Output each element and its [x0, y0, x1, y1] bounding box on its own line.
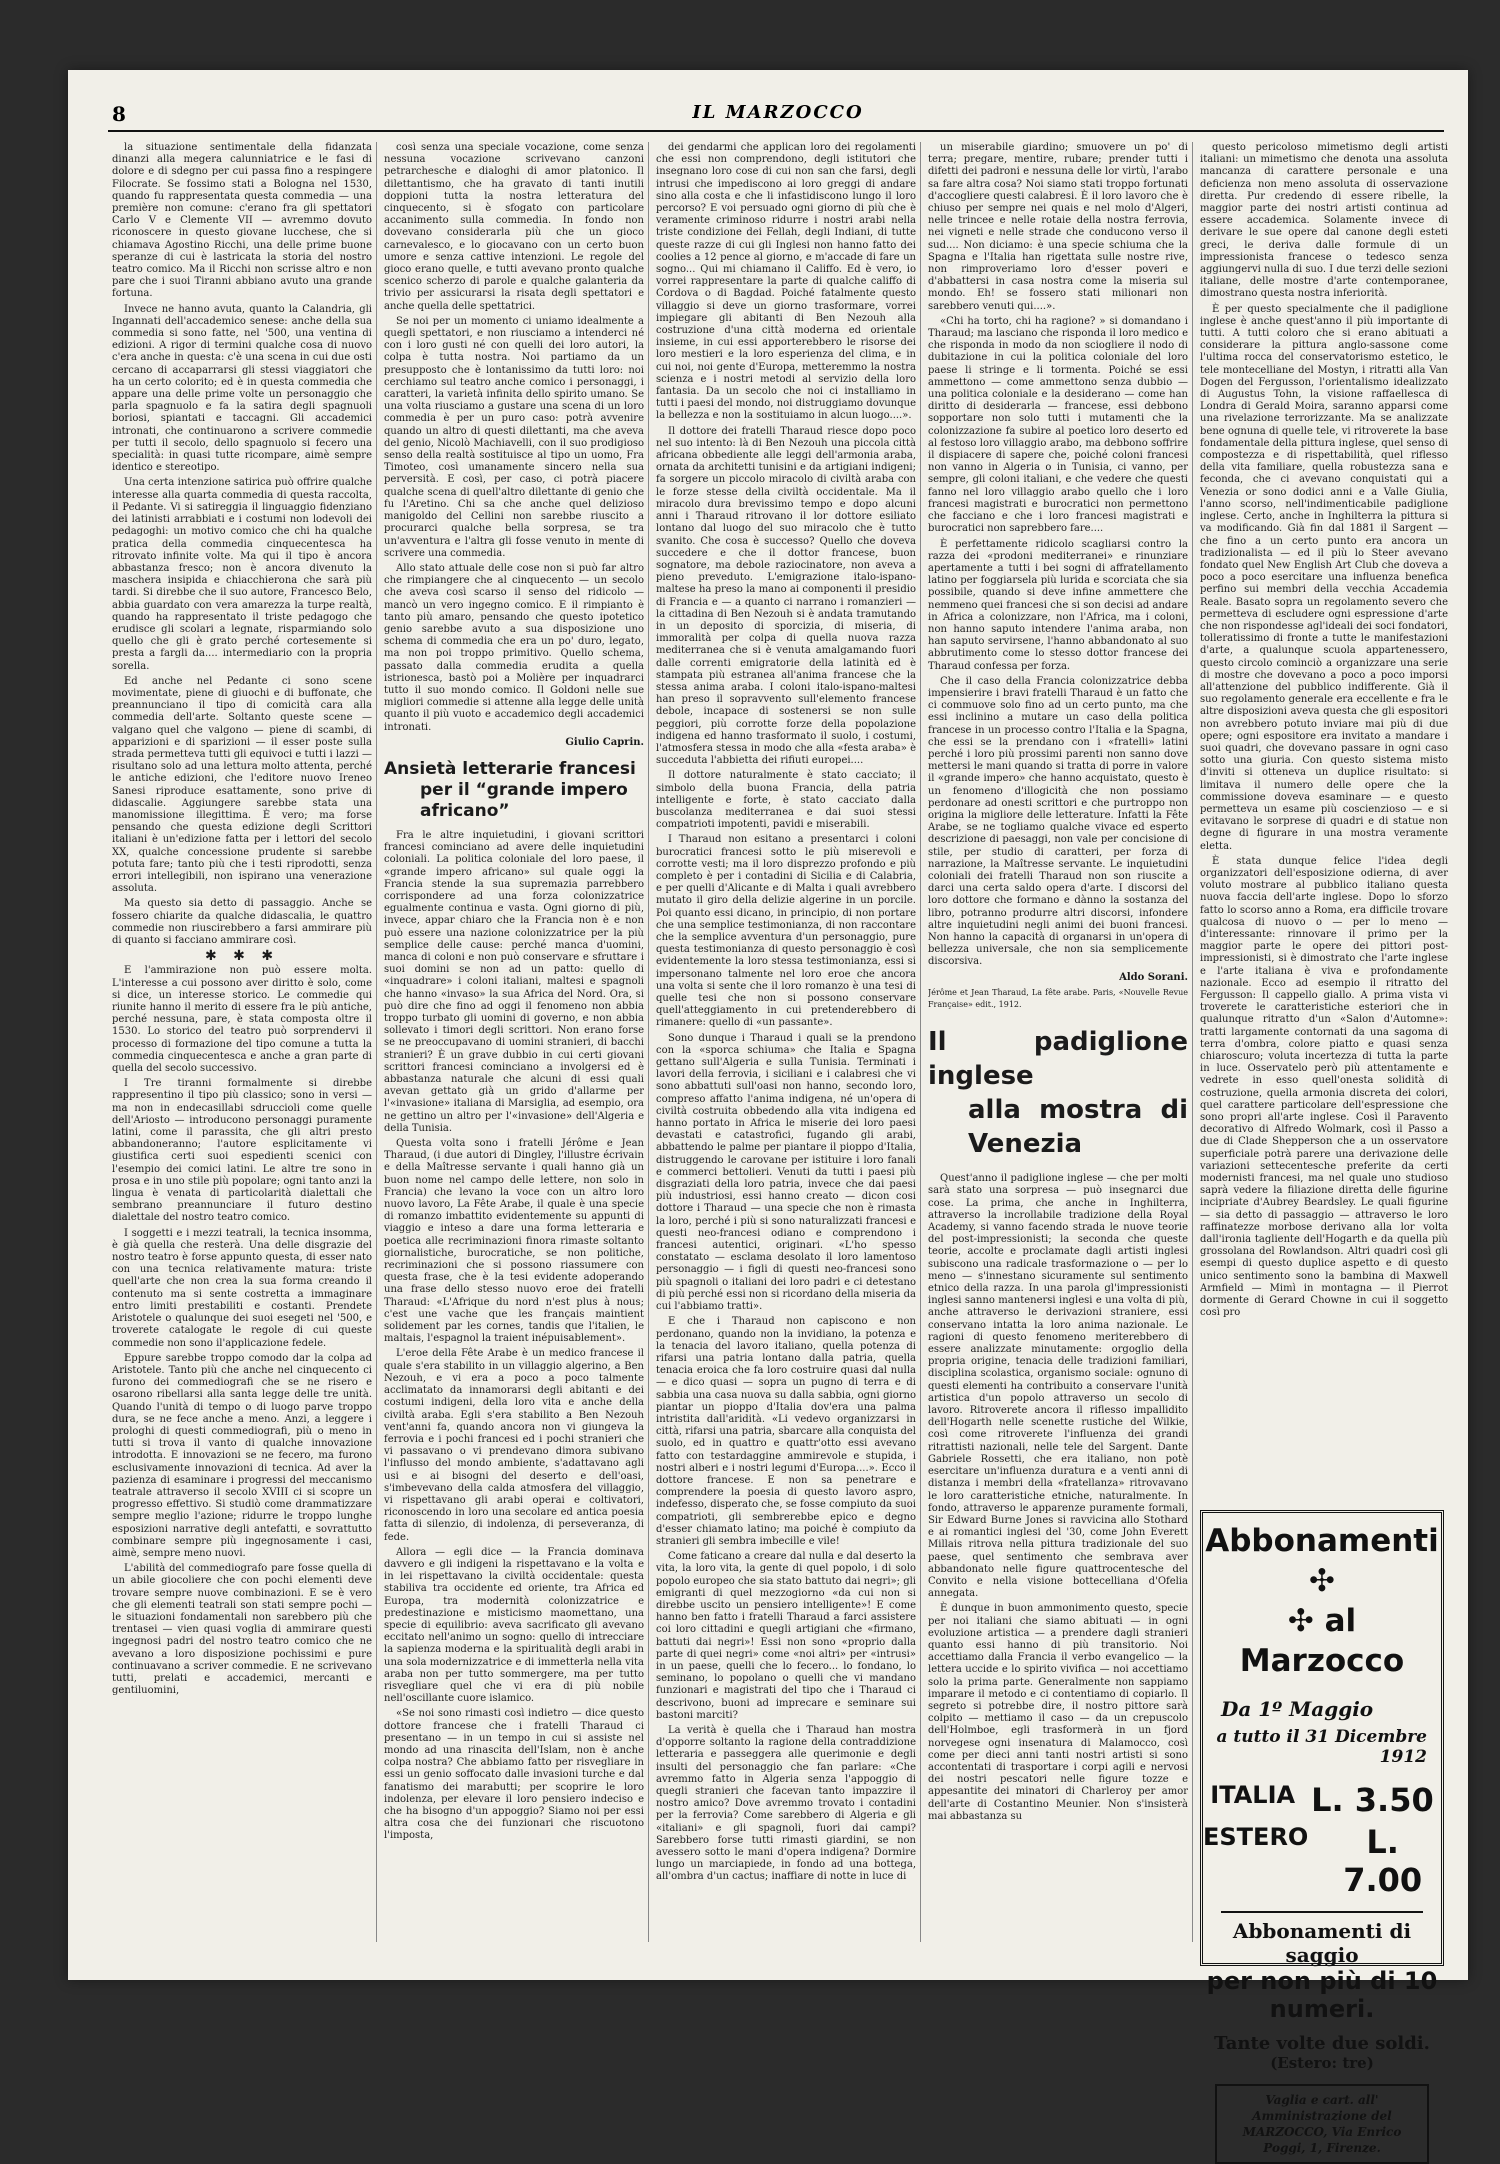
ad-end-date: a tutto il 31 Dicembre 1912 — [1216, 1727, 1427, 1767]
paragraph: Quest'anno il padiglione inglese — che per molti sarà stato una sorpresa — può insegnarci due cose. La prima, che anche in Inghilterra, attraverso la incrollabile tradizione della Royal Academy, si vanno facendo strada le nuove teorie del post-impressionisti; la seconda che queste teorie, accolte e proclamate dagli artisti inglesi subiscono una radicale trasformazione o — per lo meno — s'innestano sicuramente sul sentimento etnico della razza. In una parola gl'impressionisti inglesi sanno mantenersi inglesi e una volta di più, anche attraverso le derivazioni straniere, essi conservano intatta la loro anima nazionale. Le ragioni di questo fenomeno meriterebbero di essere analizzate minutamente: orgoglio della propria origine, tenacia delle tradizioni familiari, disciplina scolastica, organismo sociale: ognuno di questi elementi ha contribuito a conservare l'unità artistica d'un popolo attraverso un secolo di lavoro. Ritroverete ancora il riflesso impallidito dell'Hogarth nelle scenette rustiche del Wilkie, così come ritroverete l'influenza dei grandi ritrattisti nazionali, nelle tele del Sargent. Dante Gabriele Rossetti, che era italiano, non potè esercitare un'influenza duratura e a venti anni di distanza i membri della «fratellanza» ritrovavano le loro caratteristiche etniche, naturalmente. In fondo, attraverso le apparenze puramente formali, Sir Edward Burne Jones si ravvicina allo Stothard e ai romantici inglesi del '30, come John Everett Millais ritrova nella pittura tradizionale del suo paese, quel sentimento che sembrava aver abbandonato nelle figure quattrocentesche del Convito e nella visione bottecelliana d'Ofelia annegata. — [928, 1173, 1188, 1600]
header-rule — [108, 130, 1444, 132]
price-amount: L. 3.50 — [1311, 1781, 1434, 1819]
paragraph: così senza una speciale vocazione, come senza nessuna vocazione scrivevano canzoni petrarchesche e dialoghi di amor platonico. Il dilettantismo, che ha gravato di tanti inutili doppioni tutta la nostra letteratura del cinquecento, si è sfogato con particolare accanimento sulla commedia. In fondo non dovevano considerarla più che un gioco carnevalesco, e lo giocavano con un certo buon umore e senza cattive intenzioni. Le regole del gioco erano quelle, e tutti avevano pronto qualche scenico scherzo di parole e qualche galanteria da trivio per assicurarsi la risata degli spettatori e anche quella delle spettatrici. — [384, 142, 644, 312]
page-number: 8 — [112, 102, 126, 126]
price-amount: L. 7.00 — [1343, 1823, 1423, 1899]
paragraph: Che il caso della Francia colonizzatrice debba impensierire i bravi fratelli Tharaud è un fatto che ci commuove solo fino ad un certo punto, ma che essi inclinino a mutare un caso della politica francese in un processo contro l'Italia e la Spagna, che essi se la prendano con i «fratelli» latini perché i loro più prossimi parenti non sanno dove mettersi le mani quando si tratta di porre in valore il «grande impero» che hanno acquistato, questo è un fenomeno d'illogicità che non possiamo perdonare ad onesti scrittori e che purtroppo non origina la migliore delle letterature. Infatti la Fête Arabe, se ne togliamo qualche vivace ed esperto descrizione di paesaggi, non vale per concisione di stile, per studio di caratteri, per forza di narrazione, la Maîtresse servante. Le inquietudini coloniali dei fratelli Tharaud non son riuscite a darci una certa saldo opera d'arte. I discorsi del loro dottore che formano e dànno la sostanza del libro, potranno produrre altri discorsi, infondere altre inquietudini negli animi dei buoni francesi. Non hanno la capacità di organarsi in un'opera di bellezza universale, che non sia semplicemente discorsiva. — [928, 675, 1188, 968]
paragraph: Fra le altre inquietudini, i giovani scrittori francesi cominciano ad avere delle inquietudini coloniali. La politica coloniale del loro paese, il «grande impero africano» sul quale oggi la Francia stende la sua supremazia parrebbero corrispondere ad una forza colonizzatrice egualmente continua e vasta. Ogni giorno di più, invece, appar chiaro che la Francia non è e non può essere una nazione colonizzatrice per la più semplice delle cause: perché manca d'uomini, manca di coloni e non può conservare e sfruttare i suoi domini se non ad un patto: quello di «inquadrare» i coloni italiani, maltesi e spagnoli che hanno «invaso» la sua Africa del Nord. Ora, si può dire che fino ad oggi il fenomeno non abbia troppo turbato gli uomini di governo, e non abbia sollevato i timori degli scrittori. Non erano forse se ne preoccupavano di uomini stranieri, di bacchi stranieri? È un grave dubbio in cui certi giovani scrittori francesi cominciano a involgersi ed è abbastanza naturale che alcuni di essi quali avevan gettato già un grido d'allarme per l'«invasione» italiana di Marsiglia, ad esempio, ora ne gettino un altro per l'«invasione» dell'Algeria e della Tunisia. — [384, 829, 644, 1134]
paragraph: I Tharaud non esitano a presentarci i coloni burocratici francesi sotto le più miserevoli e corrotte vesti; ma il loro disprezzo profondo e più completo è per i contadini di Sicilia e di Calabria, e per quelli d'Alicante e di Malta i quali avrebbero mutato il giro della delizie algerine in un porcile. Poi quanto essi dicano, in principio, di non portare che una semplice testimonianza, di non raccontare che la semplice avventura d'un personaggio, pure questa testimonianza di questo personaggio è così evidentemente la loro stessa testimonianza, essi si impersonano talmente nel loro eroe che ancora una volta si sente che il loro romanzo è una tesi di quelle tesi che non si possono conservare quell'atteggiamento in cui pretenderebbero di rimanere: quello di «un passante». — [656, 834, 916, 1029]
paragraph: Il dottore dei fratelli Tharaud riesce dopo poco nel suo intento: là di Ben Nezouh una piccola città africana obbediente alle leggi dell'armonia araba, ornata da architetti tunisini e da artigiani indigeni; fa sorgere un piccolo miracolo di civiltà araba con le forze stesse della civiltà occidentale. Ma il miracolo dura brevissimo tempo e dopo alcuni anni i Tharaud ritrovano il lor dottore esiliato lontano dal luogo del suo miracolo che è tutto svanito. Che cosa è successo? Quello che doveva succedere e che il dottor francese, buon sognatore, ma debole raziocinatore, non aveva a pieno preveduto. L'emigrazione italo-ispano-maltese ha preso la mano ai componenti il presidio di Francia e — a quanto ci narrano i romanzieri — la cittadina di Ben Nezouh si è andata tramutando in un deposito di sporcizia, di miseria, di immoralità per colpa di quella nuova razza mediterranea che si è venuta amalgamando fuori dalle correnti emigratorie della latinità ed è stampata più estranea all'anima francese che la stessa anima araba. I coloni italo-ispano-maltesi han preso il sopravvento sull'elemento francese debole, incapace di sostenersi se non sulle peggiori, più corrotte forze della popolazione indigena ed hanno trasformato il suolo, i costumi, l'atmosfera stessa in modo che alla «festa araba» è succeduta l'abbietta dei rifiuti europei.... — [656, 425, 916, 767]
paragraph: Allo stato attuale delle cose non si può far altro che rimpiangere che al cinquecento — un secolo che aveva così scarso il senso del ridicolo — mancò un vero ingegno comico. E il rimpianto è tanto più amaro, pensando che questo ipotetico genio sarebbe avuto a sua disposizione uno schema di commedia che era un po' duro, legato, ma non poi troppo primitivo. Quello schema, passato dalla commedia erudita a quella istrionesca, bastò poi a Molière per inquadrarci tutto il suo mondo comico. Il Goldoni nelle sue migliori commedie si attenne alla legge delle unità quanto il più vuoto e accademico degli accademici intronati. — [384, 562, 644, 733]
price-label: ITALIA — [1210, 1781, 1296, 1809]
ad-title: Abbonamenti ✣ — [1205, 1523, 1439, 1599]
paragraph: È perfettamente ridicolo scagliarsi contro la razza dei «prodoni mediterranei» e rinunziare apertamente a tutti i bei sogni di affratellamento latino per foggiarsela più lurida e scorciata che sia possibile, quando si deve infine ammettere che nemmeno quei francesi che si son decisi ad andare in Africa a colonizzare, non l'Africa, ma i coloni, non hanno saputo intendere l'anima araba, non han saputo servirsene, l'hanno abbandonato al suo abbrutimento come lo stesso dottor francese dei Tharaud confessa per forza. — [928, 538, 1188, 672]
sample-offer: numeri. — [1269, 1995, 1375, 2023]
payment-instructions: Vaglia e cart. all' Amministrazione del MARZOCCO, Via Enrico Poggi, 1, Firenze. — [1215, 2084, 1429, 2164]
section-separator: ✱ ✱ ✱ — [204, 948, 280, 965]
sample-offer: Abbonamenti di saggio — [1232, 1919, 1412, 1967]
subscription-advertisement — [1200, 1510, 1444, 2155]
ad-divider — [1221, 1911, 1423, 1913]
article-body — [1200, 142, 1448, 1320]
paragraph: «Se noi sono rimasti così indietro — dice questo dottore francese che i fratelli Tharaud ci presentano — in un tempo in cui si assiste nel mondo ad una rinascita dell'Islam, non è anche colpa nostra? Che abbiamo fatto per risvegliare in essi un genio soffocato dalle invasioni turche e dal fanatismo dei marabutti; per scoprire le loro indolenza, per elevare il loro pensiero indeciso e che ha bisogno d'un appoggio? Siamo noi per essi altra cosa che dei funzionari che riscuotono l'imposta, — [384, 1708, 644, 1842]
paragraph: questo pericoloso mimetismo degli artisti italiani: un mimetismo che denota una assoluta mancanza di carattere personale e una deficienza non meno assoluta di osservazione diretta. Pur credendo di essere ribelle, la maggior parte dei nostri artisti continua ad essere accademica. Solamente invece di derivare le sue opere dal canone degli esteti greci, le deriva dalle formule di un impressionista francese o tedesco senza aggiungervi nulla di suo. I due terzi delle sezioni italiane, delle mostre d'arte contemporanee, dimostrano questa nostra inferiorità. — [1200, 142, 1448, 300]
paragraph: Ma questo sia detto di passaggio. Anche se fossero chiarite da qualche didascalia, le quattro commedie non riuscirebbero a farsi ammirare più di quanto si facciano ammirare così. — [112, 898, 372, 946]
paragraph: È per questo specialmente che il padiglione inglese è anche quest'anno il più importante di tutti. A tutti coloro che si erano abituati a considerare la pittura anglo-sassone come l'ultima rocca del conservatorismo estetico, le tele montecelliane del Mostyn, i ritratti alla Van Dogen del Fergusson, l'orientalismo idealizzato di Augustus Tohn, la visione raffaellesca di Londra di Gerald Moira, saranno apparsi come una rivelazione terrorizzante. Ma se analizzate bene ognuna di quelle tele, vi ritroverete la base fondamentale della pittura inglese, quel senso di compostezza e di rispettabilità, quel riflesso della vita familiare, quella robustezza sana e feconda, che ci avevano conquistati qui a Venezia or sono dodici anni e a Valle Giulia, l'anno scorso, nell'indimenticabile padiglione inglese. Certo, anche in Inghilterra la pittura si va modificando. Già fin dal 1881 il Sargent — che fino a un certo punto era ancora un tradizionalista — ed il più lo Steer avevano fondato quel New English Art Club che doveva a poco a poco esercitare una influenza benefica perfino sui membri della vecchia Accademia Reale. Basato sopra un regolamento severo che permetteva di escludere ogni espressione d'arte che non rispondesse agl'ideali dei soci fondatori, tolleratissimo di fronte a tutte le manifestazioni d'arte, a qualunque scuola appartenessero, questo circolo cominciò a organizzare una serie di mostre che dovevano a poco a poco imporsi all'attenzione del pubblico indifferente. Già il suo regolamento generale era eccellente e fra le altre disposizioni aveva questa che gli espositori non avrebbero potuto inviare mai più di due opere; ogni espositore era invitato a mandare i suoi quadri, che dovevano passare in ogni caso sotto una giuria. Con questo sistema misto d'inviti si otteneva un duplice risultato: si limitava il numero delle opere che la commissione doveva esaminare — e questo permetteva un esame più coscienzioso — e si evitavano le sorprese di quadri e di statue non degne di figurare in una mostra veramente eletta. — [1200, 303, 1448, 852]
column-divider — [376, 142, 377, 1942]
page-header — [112, 102, 1444, 126]
headline-line: per il “grande impero africano” — [420, 779, 628, 821]
column-divider — [648, 142, 649, 1942]
masthead: IL MARZOCCO — [692, 102, 864, 123]
author-signature: Giulio Caprin. — [565, 736, 644, 748]
column-4 — [928, 142, 1188, 1942]
column-3 — [656, 142, 916, 1942]
paragraph: Una certa intenzione satirica può offrire qualche interesse alla quarta commedia di questa raccolta, il Pedante. Vi si satireggia il linguaggio fidenziano dei latinisti arrabbiati e i costumi non lodevoli dei pedagoghi: un motivo comico che chi ha qualche pratica della commedia cinquecentesca ha ritrovato infinite volte. Ma qui il tipo è ancora abbastanza fresco; non è ancora divenuto la maschera insipida e chiacchierona che sarà più tardi. Si direbbe che il suo autore, Francesco Belo, abbia guardato con vera amarezza la turpe realtà, quando ha rappresentato il triste pedagogo che erudisce gli scolari a legnate, risparmiando solo quello che gli è grato perché cortesemente si presta a fargli da.... intermediario con la propria sorella. — [112, 477, 372, 672]
price-note: (Estero: tre) — [1270, 2054, 1374, 2072]
author-signature: Aldo Sorani. — [1119, 971, 1188, 983]
price-label: ESTERO — [1203, 1823, 1309, 1851]
paragraph: È stata dunque felice l'idea degli organizzatori dell'esposizione odierna, di aver voluto mostrare al pubblico italiano questa nuova faccia dell'arte inglese. Dopo lo sforzo fatto lo scorso anno a Roma, era difficile trovare qualcosa di nuovo o — per lo meno — d'interessante: rinnovare il primo per la maggior parte le opere dei pittori post-impressionisti, si è dimostrato che l'arte inglese e l'arte italiana è viva e profondamente nazionale. Ecco ad esempio il ritratto del Fergusson: Il cappello giallo. A prima vista vi troverete le caratteristiche esteriori che in qualunque ritratto d'un «Salon d'Automne»: tratti largamente contornati da una sagoma di terra d'ombra, colore piatto e quasi senza chiaroscuro; voluta incertezza di tutta la parte in luce. Osservatelo però più attentamente e vedrete in esso quell'onesta solidità di costruzione, quella armonia discreta dei colori, quel carattere particolare dell'espressione che sono propri all'arte inglese. Così il Paravento decorativo di Alfredo Wolmark, così il Passo a due di Clade Shepperson che a un osservatore superficiale potrà parere una derivazione delle variazioni settecentesche preferite da certi modernisti francesi, ma nel quale uno studioso saprà vedere la filiazione diretta delle figurine incipriate d'Aubrey Beardsley. Le quali figurine — sia detto di passaggio — attraverso le loro raffinatezze morbose derivano alla lor volta dall'ironia tagliente dell'Hogarth e da quella più grossolana del Rowlandson. Altri quadri così gli esempi di questo duplice aspetto e di questo unico sentimento sono la bambina di Maxwell Armfield — Mimì in montagna — il Pierrot dormente di Gerard Chowne in cui il soggetto così pro — [1200, 855, 1448, 1319]
paragraph: L'eroe della Fête Arabe è un medico francese il quale s'era stabilito in un villaggio algerino, a Ben Nezouh, e vi era a poco a poco talmente acclimatato da innamorarsi degli abitanti e dei costumi indigeni, della loro vita e anche della civiltà araba. Egli s'era stabilito a Ben Nezouh vent'anni fa, quando ancora non vi giungeva la ferrovia e i pochi francesi ed i pochi stranieri che vi passavano o vi prendevano dimora subivano l'influsso del mondo ambiente, s'adattavano agli usi e ai bisogni del deserto e dell'oasi, s'imbevevano della calda atmosfera del villaggio, vi rispettavano gli arabi operai e coltivatori, riconoscendo in loro una secolare ed antica poesia fatta di silenzio, di indolenza, di perseveranza, di fede. — [384, 1348, 644, 1543]
paragraph: Se noi per un momento ci uniamo idealmente a quegli spettatori, e non riusciamo a intenderci né con i loro gusti né con quelli dei loro autori, la colpa è tutta nostra. Noi partiamo da un presupposto che è lontanissimo da tutti loro: noi cerchiamo sul teatro anche comico i personaggi, i caratteri, la varietà infinita dello spirito umano. Se una volta riusciamo a gustare una scena di un loro commedia è per un puro caso: potrà avvenire quando un altro di questi dilettanti, ma che aveva del genio, Nicolò Machiavelli, con il suo prodigioso senso della realtà sostituisce al tipo un uomo, Fra Timoteo, così umanamente sincero nella sua perversità. E così, per caso, ci potrà piacere qualche scena di quell'altro dilettante di genio che fu l'Aretino. Chi sa che anche quel delizioso manigoldo del Cellini non sarebbe riuscito a procurarci qualche bella sorpresa, se tra un'avventura e l'altra gli fosse venuto in mente di scrivere una commedia. — [384, 315, 644, 559]
paragraph: La verità è quella che i Tharaud han mostra d'opporre soltanto la ragione della contraddizione letteraria e passeggera alle querimonie e degli insulti del personaggio che fan parlare: «Che avremmo fatto in Algeria senza l'appoggio di quegli stranieri che facevan tanto impazzire il nostro amico? Dove avremmo trovato i contadini per la ferrovia? Come sarebbero di Algeria e gli «italiani» e gli spagnoli, fuori dai campi? Sarebbero forse tutti rimasti giardini, se non avessero sotto le mani d'opera indigena? Dormire lungo un marciapiede, in fondo ad una bottega, all'ombra d'un cactus; inaffiare di notte in luce di — [656, 1725, 916, 1883]
paragraph: Eppure sarebbe troppo comodo dar la colpa ad Aristotele. Tanto più che anche nel cinquecento ci furono dei commediografi che se ne risero e osarono ribellarsi alla santa legge delle tre unità. Quando l'unità di tempo o di luogo parve troppo dura, se ne fece anche a meno. Anzi, a leggere i prologhi di questi commediografi, più o meno in tutti si trova il vanto di qualche innovazione introdotta. E innovazioni se ne fecero, ma furono esclusivamente innovazioni di tecnica. Ad aver la pazienza di esaminare i progressi del meccanismo teatrale attraverso il secolo XVIII ci si scopre un progresso effettivo. Si studiò come drammatizzare sempre meglio l'azione; ridurre le troppo lunghe esposizioni narrative degli antefatti, e sovrattutto combinare sempre più ingegnosamente i casi, aimè, sempre meno nuovi. — [112, 1352, 372, 1559]
headline-line: Ansietà letterarie francesi — [384, 758, 636, 779]
column-2 — [384, 142, 644, 1942]
article-headline — [384, 759, 644, 822]
paragraph: E che i Tharaud non capiscono e non perdonano, quando non la invidiano, la potenza e la tenacia del lavoro italiano, quella potenza di rifarsi una patria lontano dalla patria, quella tenacia eroica che fa loro costruire quasi dal nulla — e dico quasi — sopra un pugno di terra e di sabbia una casa nuova su dalla sabbia, ogni giorno piantar un pioppo d'Italia dov'era una palma intristita dall'aridità. «Li vedevo organizzarsi in città, rifarsi una patria, sbarcare alla conquista del suolo, ed in quattro e quattr'otto essi avevano fatto con testardaggine ammirevole e stupida, i nostri alberi e i nostri legumi d'Europa....». Ecco il dottore francese. E non sa penetrare e comprendere la poesia di questo lavoro aspro, indefesso, disperato che, se fosse compiuto da suoi compatrioti, gli sembrerebbe epico e degno d'esser chiamato latino; ma poiché è compiuto da stranieri gli sembra imbecille e vile! — [656, 1316, 916, 1547]
article-body — [112, 142, 372, 947]
paragraph: I Tre tiranni formalmente si direbbe rappresentino il tipo più classico; sono in versi — ma non in endecasillabi sdruccioli come quelle dell'Ariosto — introducono personaggi puramente latini, come il parassita, che gli altri presto abbandoneranno; l'autore esplicitamente vi giustifica certi suoi espedienti scenici con l'esempio dei comici latini. Le altre tre sono in prosa e in uno stile più popolare; ogni tanto anzi la lingua è venata di particolarità dialettali che sembrano preannunciare il futuro destino dialettale del nostro teatro comico. — [112, 1078, 372, 1224]
paragraph: un miserabile giardino; smuovere un po' di terra; pregare, mentire, rubare; prender tutti i difetti dei padroni e nessuna delle lor virtù, l'arabo sa fare altra cosa? Noi siamo stati troppo fortunati d'accogliere questi calabresi. È il loro lavoro che è chiuso per sempre nei quais e nel molo d'Algeri, nelle trincee e nelle rotaie della nostra ferrovia, nei vigneti e nelle strade che conducono verso il sud.... Non diciamo: è una specie schiuma che la Spagna e l'Italia han rigettata sulle nostre rive, non rimproveriamo loro d'esser poveri e d'abbattersi in casa nostra come la miseria sul mondo. Eh! se fossero stati milionari non sarebbero venuti qui....». — [928, 142, 1188, 312]
ad-title: ✣ al Marzocco — [1239, 1603, 1405, 1679]
article-headline — [928, 1025, 1188, 1161]
paragraph: Come faticano a creare dal nulla e dal deserto la vita, la loro vita, la gente di quel popolo, i di solo popolo europeo che sia stato battuto dai negri»; gli emigranti di quel mezzogiorno «da cui non si direbbe uscito un pensiero intelligente»! E come hanno ben fatto i fratelli Tharaud a farci assistere coi loro cittadini e quegli artigiani che «firmano, battuti dai negri»! Essi non sono «proprio dalla parte di quei negri» come «noi altri» per «intrusi» in un paese, quelli che lo fecero... lo fondano, lo seminano, lo popolano o quelli che vi mandano funzionari e magistrati del tipo che i Tharaud ci descrivono, buoni ad imprecare e seminare sui bastoni marciti? — [656, 1551, 916, 1721]
column-divider — [1192, 142, 1193, 1942]
paragraph: L'abilità del commediografo pare fosse quella di un abile giocoliere che con pochi elementi deve trovare sempre nuove combinazioni. E se è vero che gli elementi teatrali son stati sempre pochi — le situazioni fondamentali non sarebbero più che trentasei — vien quasi voglia di ammirare questi ingegnosi padri del nostro teatro comico che ne avevano a loro disposizione pochissimi e pure continuavano a scriver commedie. E ne scrivevano tutti, prelati e accademici, mercanti e gentiluomini, — [112, 1563, 372, 1697]
headline-line: alla mostra di Venezia — [968, 1095, 1188, 1160]
paragraph: Invece ne hanno avuta, quanto la Calandria, gli Ingannati dell'accademico senese: anche della sua commedia si sono fatte, nel '500, una ventina di edizioni. A rigor di termini qualche cosa di nuovo c'era anche in questa: c'è una scena in cui due osti cercano di accaparrarsi gli stessi viaggiatori che ha un certo colorito; ed è in questa commedia che appare una delle prime volte un personaggio che parla spagnuolo e fa la satira degli spagnuoli boriosi, spiantati e taccagni. Gli accademici intronati, che continuarono a scrivere commedie per tutti il secolo, dello spagnuolo si fecero una specialità: in quasi tutte ricompare, aimè sempre identico e stereotipo. — [112, 303, 372, 474]
paragraph: la situazione sentimentale della fidanzata dinanzi alla megera calunniatrice e le fasi di dolore e di sdegno per cui passa fino a respingere Filocrate. Se fossimo stati a Bologna nel 1530, quando fu rappresentata questa commedia — una première non comune: c'erano fra gli spettatori Carlo V e Clemente VII — avremmo dovuto riconoscere in questo giovane lucchese, che si chiamava Agostino Ricchi, una delle prime buone speranze di cui è lastricata la storia del nostro teatro comico. Ma il Ricchi non scrisse altro e non pare che i suoi Tiranni abbiano avuto una grande fortuna. — [112, 142, 372, 300]
paragraph: Allora — egli dice — la Francia dominava davvero e gli indigeni la rispettavano e la volta e in lei rispettavano la civiltà occidentale: questa stabiliva tra occidente ed oriente, tra Africa ed Europa, tra modernità colonizzatrice e predestinazione e misticismo maomettano, una specie di equilibrio: aveva sacrificato gli avevano eccitato nell'animo un sogno: quello di intrecciare la sapienza moderna e la spiritualità degli arabi in una sola modernizzatrice e di immetterla nella vita araba non per tutto sommergere, ma per tutto risvegliare quel che vi era di più nobile nell'oscillante cuore islamico. — [384, 1546, 644, 1705]
ad-start-date: Da 1º Maggio — [1221, 1697, 1374, 1721]
paragraph: I soggetti e i mezzi teatrali, la tecnica insomma, è già quella che resterà. Una delle disgrazie del nostro teatro è forse appunto questa, di esser nato con una tecnica relativamente matura: triste quell'arte che non crea la sua forma creando il contenuto ma si sente costretta a immaginare entro limiti prestabiliti e costanti. Prendete Aristotele o qualunque dei suoi esegeti nel '500, e troverete catalogate le regole di cui queste commedie non sono il'applicazione fedele. — [112, 1227, 372, 1349]
column-5 — [1200, 142, 1448, 1502]
sample-offer: per non più di 10 — [1206, 1967, 1438, 1995]
paragraph: Il dottore naturalmente è stato cacciato; il simbolo della buona Francia, della patria intelligente e forte, è stato cacciato dalla buscolanza mediterranea e dai suoi stessi compatrioti impotenti, pavidi e miserabili. — [656, 770, 916, 831]
article-body — [112, 965, 372, 1697]
price-italia — [1203, 1781, 1441, 1819]
article-body — [928, 1173, 1188, 1823]
bibliographic-footnote: Jérôme et Jean Tharaud, La fête arabe. Paris, «Nouvelle Revue Française» edit., 1912. — [928, 987, 1188, 1010]
paragraph: Questa volta sono i fratelli Jérôme e Jean Tharaud, (i due autori di Dingley, l'illustre écrivain e della Maîtresse servante i quali hanno già un buon nome nel campo delle lettere, non solo in Francia) che levano la voce con un altro loro nuovo lavoro, La Fête Arabe, il quale è una specie di romanzo imbattito evidentemente su appunti di viaggio e inteso a dare una forma letteraria e poetica alle recriminazioni finora rimaste soltanto giornalistiche, burocratiche, se non politiche, recriminazioni che si possono riassumere con questa frase, che è la tesi evidente adoperando una frase dello stesso nuovo eroe dei fratelli Tharaud: «L'Afrique du nord n'est plus à nous; c'est une vache que les français maintient solidement par les cornes, tandis que l'italien, le maltais, l'espagnol la traient inépuisablement». — [384, 1138, 644, 1345]
headline-line: Il padiglione inglese — [928, 1027, 1188, 1092]
article-body — [384, 142, 644, 734]
article-body — [656, 142, 916, 1884]
paragraph: Ed anche nel Pedante ci sono scene movimentate, piene di giuochi e di buffonate, che preannunciano il tipo di comicità cara alla commedia dell'arte. Soltanto queste scene — valgano quel che valgono — piene di scambi, di apparizioni e di sparizioni — il esser poste sulla strada permetteva tutti gli equivoci e tutti i lazzi — risultano solo ad una lettura molto attenta, perché le antiche edizioni, che l'editore nuovo Ireneo Sanesi riproduce esattamente, sono prive di didascalie. Aggiungere sarebbe stata una manomissione illegittima. È vero; ma forse pensando che questa edizione degli Scrittori italiani è un'edizione fatta per i lettori del secolo XX, qualche concessione prudente si sarebbe potuta fare; tanto più che i testi riprodotti, senza errori intellegibili, non ispirano una venerazione assoluta. — [112, 675, 372, 895]
paragraph: È dunque in buon ammonimento questo, specie per noi italiani che siamo abituati — in ogni evoluzione artistica — a prendere dagli stranieri quanto essi hanno di più transitorio. Noi accettiamo dalla Francia il verbo evangelico — la lettera uccide e lo spirito vivifica — noi accettiamo solo la prima parte. Generalmente non sappiamo imparare il metodo e ci contentiamo di copiarlo. Il segreto si potrebbe dire, il nostro pittore sarà colpito — mettiamo il caso — da un crepuscolo dell'Holmboe, egli trasformerà in un fjord norvegese ogni insenatura di Malamocco, così come per dieci anni tanti nostri artisti si sono accontentati di trasportare i corpi agili e nervosi dei nostri pescatori nelle figure tozze e appesantite dei minatori di Charleroy per amor dell'arte di Costantino Meunier. Non s'insisterà mai abbastanza su — [928, 1603, 1188, 1822]
paragraph: E l'ammirazione non può essere molta. L'interesse a cui possono aver diritto è solo, come si dice, un interesse storico. Le commedie qui riunite hanno il merito di essere fra le più antiche, perché nessuna, pare, è stata composta oltre il 1530. Lo storico del teatro può sorprendervi il processo di formazione del tipo comune a tutta la commedia cinquecentesca e anche a gran parte di quella del secolo successivo. — [112, 965, 372, 1075]
newspaper-page — [68, 70, 1468, 2155]
column-1 — [112, 142, 372, 1942]
article-body — [384, 830, 644, 1843]
price-note: Tante volte due soldi. — [1214, 2033, 1430, 2054]
paragraph: Sono dunque i Tharaud i quali se la prendono con la «sporca schiuma» che Italia e Spagna gettano sull'Algeria e sulla Tunisia. Terminati i lavori della ferrovia, i siciliani e i calabresi che vi sono abbattuti sull'oasi non hanno, secondo loro, compreso affatto l'anima indigena, né un'opera di civiltà costruita obbedendo alla vita indigena ed hanno portato in Africa le miserie dei loro paesi devastati e catastrofici, fugando gli arabi, abbattendo le palme per piantare il pioppo d'Italia, distruggendo le carovane per istituire i loro fanali e commerci bettolieri. Venuti da tutti i paesi più disgraziati della loro patria, invece che dai paesi più industriosi, essi hanno creato — dicon cosi dottore i Tharaud — una specie che non è rimasta la loro, perché i più si sono naturalizzati francesi e questi neo-francesi odiano e comprendono i francesi autentici, originari. «L'ho spesso constatato — esclama desolato il loro lamentoso personaggio — i figli di questi neo-francesi sono più spagnoli o italiani dei loro padri e ci detestano di più perché essi non si ricordano della miseria da cui l'abbiamo tratti». — [656, 1032, 916, 1313]
paragraph: dei gendarmi che applican loro dei regolamenti che essi non comprendono, degli istitutori che insegnano loro cose di cui non san che farsi, degli intrusi che impediscono ai loro greggi di andare sino alla costa e che li infastidiscono lungo il loro percorso? E voi persuado ogni giorno di più che è veramente criminoso ridurre i nostri arabi nella triste condizione dei Fellah, degli Indiani, di tutte queste razze di cui gli Inglesi non hanno fatto dei coolies a 12 pence al giorno, e m'accade di fare un sogno... Qui mi chiamano il Califfo. Ed è vero, io vorrei rappresentare la parte di qualche califfo di Cordova o di Bagdad. Poiché fatalmente questo villaggio si deve un giorno trasformare, vorrei impiegare gli abitanti di Ben Nezouh alla costruzione d'una città moderna ed orientale insieme, in cui essi apporterebbero le risorse dei loro mestieri e la loro esperienza del clima, e in cui noi, noi gente d'Europa, metteremmo la nostra scienza e i nostri metodi al servizio della loro fantasia. Da un secolo che noi ci installiamo in tutti i paesi del mondo, noi distruggiamo dovunque la bellezza e non la sostituiamo in alcun luogo....». — [656, 142, 916, 422]
column-divider — [920, 142, 921, 1942]
paragraph: «Chi ha torto, chi ha ragione? » si domandano i Tharaud; ma lasciano che risponda il loro medico e che risponda in modo da non sciogliere il nodo di dubitazione in cui la politica coloniale del loro paese li stringe e li tormenta. Poiché se essi ammettono — come ammettono senza dubbio — una politica coloniale e la desiderano — come han diritto di desiderarla — francese, essi debbono sopportare non solo tutti i mutamenti che la colonizzazione fa subire al poetico loro deserto ed al festoso loro villaggio arabo, ma debbono soffrire il dispiacere di sapere che, poiché coloni francesi non vanno in Algeria o in Tunisia, ci vanno, per sempre, gli coloni italiani, e che vedere che questi fanno nel loro villaggio arabo quello che i loro francesi magistrati e burocratici non permettono che facciano e che i loro francesi magistrati e burocratici non saprebbero fare.... — [928, 315, 1188, 535]
article-body — [928, 142, 1188, 969]
price-estero — [1203, 1823, 1441, 1899]
